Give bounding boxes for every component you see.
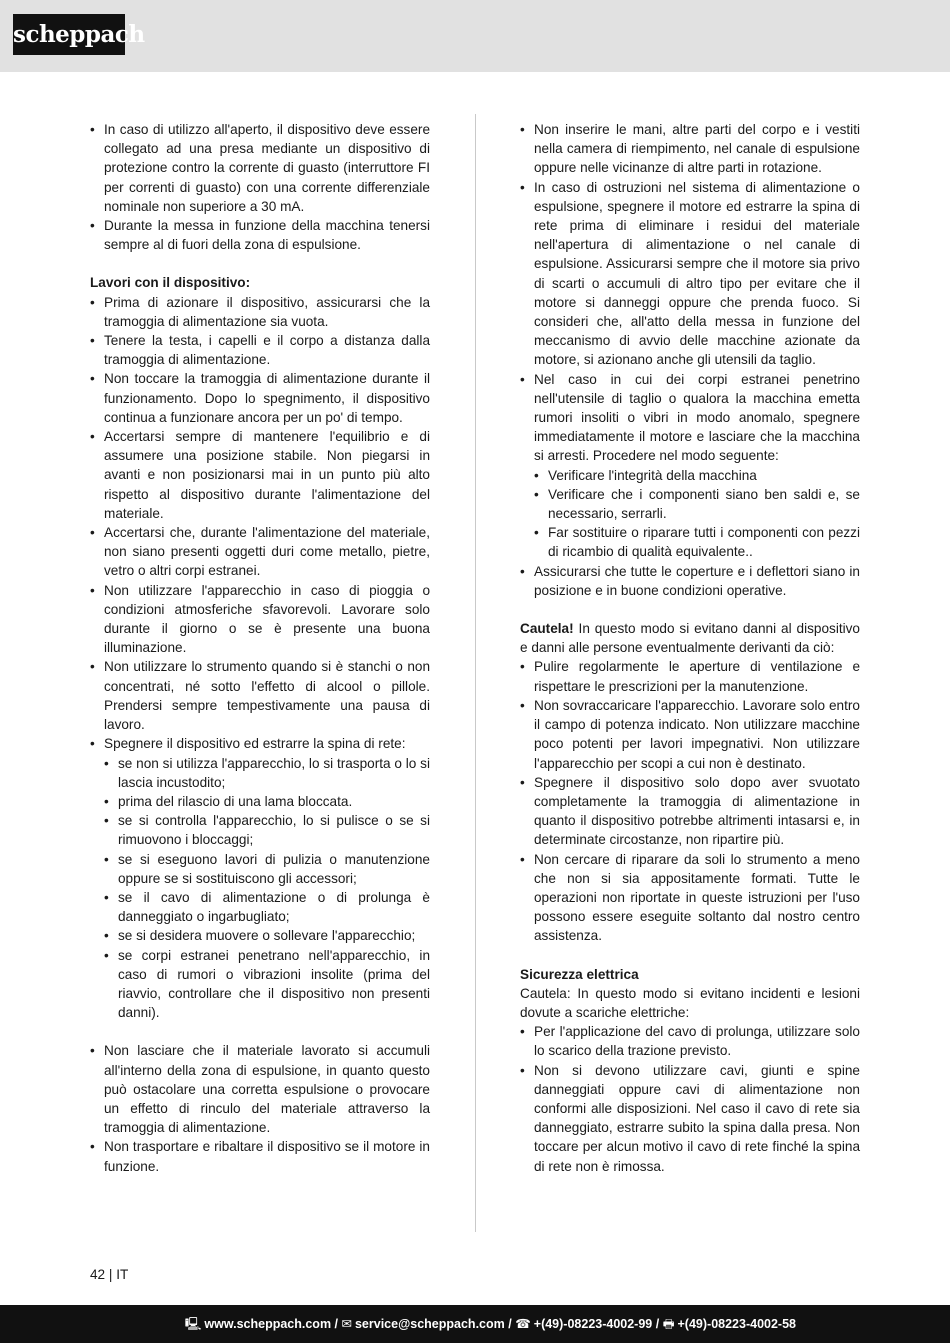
sub-list-item: • se si eseguono lavori di pulizia o manutenzione oppure se si sostituiscono gli accessori; [104,850,430,888]
section-heading-work: Lavori con il dispositivo: [90,275,251,291]
list-item: • Assicurarsi che tutte le coperture e i deflettori siano in posizione e in buone condizioni operative. [520,562,860,600]
email-icon: ✉ [341,1317,352,1331]
sub-list-item: • Verificare l'integrità della macchina [534,466,860,485]
list-item: • Non si devono utilizzare cavi, giunti e spine danneggiati oppure cavi di alimentazione non conformi alle disposizioni. Nel caso il cavo di rete sia danneggiato, estrarre subito la spina dalla presa. Non toccare per alcun motivo il cavo di rete finché la spina di rete non è rimossa. [520,1061,860,1176]
footer-contacts [185,1305,796,1343]
list-item-text: Nel caso in cui dei corpi estranei penetrino nell'utensile di taglio o qualora la macchina emetta rumori insoliti o vibri in modo anomalo, spegnere immediatamente il motore e lasciare che la macchina si arresti. Procedere nel modo seguente: [534,371,860,464]
list-item: • Non utilizzare lo strumento quando si è stanchi o non concentrati, né sotto l'effetto di alcool o pillole. Prendersi sempre tempestivamente una pausa di lavoro. [90,657,430,734]
caution-text: In questo modo si evitano danni al dispositivo e danni alle persone eventualmente derivanti da ciò: [520,621,860,656]
list-item: • Accertarsi sempre di mantenere l'equilibrio e di assumere una posizione stabile. Non piegarsi in avanti e non posizionarsi mai in un punto più alto rispetto al dispositivo durante l'alimentazione del materiale. [90,427,430,523]
list-item: • In caso di ostruzioni nel sistema di alimentazione o espulsione, spegnere il motore ed estrarre la spina di rete prima di eliminare i residui del materiale nell'apertura di alimentazione o nel canale di espulsione. Assicurarsi sempre che il motore sia privo di scarti o accumuli di altro tipo per evitare che il motore si danneggi oppure che prenda fuoco. Si consideri che, all'atto della messa in funzione del meccanismo di avvio delle macchine azionate da motore, si azionano anche gli utensili da taglio. [520,178,860,370]
fax-icon: 🖶 [662,1317,675,1331]
sub-list-item: • se non si utilizza l'apparecchio, lo si trasporta o lo si lascia incustodito; [104,754,430,792]
footer-fax: +(49)-08223-4002-58 [677,1317,796,1331]
sub-list-item: • se corpi estranei penetrano nell'apparecchio, in caso di rumori o vibrazioni insolite (prima del riavvio, controllare che il dispositivo non presenti danni). [104,946,430,1023]
electrical-intro: Cautela: In questo modo si evitano incidenti e lesioni dovute a scariche elettriche: [520,985,860,1020]
list-item: • Non cercare di riparare da soli lo strumento a meno che non si sia appositamente formati. Tutte le operazioni non riportate in queste istruzioni per l'uso possono essere eseguite soltanto dal nostro centro assistenza. [520,850,860,946]
list-item: • Non inserire le mani, altre parti del corpo e i vestiti nella camera di riempimento, nel canale di espulsione oppure nelle vicinanze di altre parti in rotazione. [520,120,860,178]
list-item: • Non lasciare che il materiale lavorato si accumuli all'interno della zona di espulsione, in quanto questo può ostacolare una corretta espulsione o provocare un effetto di rinculo del materiale attraverso la tramoggia di alimentazione. [90,1041,430,1137]
caution-paragraph [520,619,860,657]
sub-list-item: • se il cavo di alimentazione o di prolunga è danneggiato o ingarbugliato; [104,888,430,926]
page-footer [0,1305,950,1343]
caution-label: Cautela! [520,621,574,637]
list-item: • Spegnere il dispositivo solo dopo aver svuotato completamente la tramoggia di alimentazione in quanto il dispositivo potrebbe altrimenti intasarsi e, in determinate circostanze, non ripartire più. [520,773,860,850]
page-header [0,0,950,72]
left-column [90,120,430,1176]
bullet-list-ejection [90,1041,430,1175]
footer-email[interactable]: service@scheppach.com / [354,1317,512,1331]
list-item-foreign-bodies [520,370,860,562]
list-item: • Accertarsi che, durante l'alimentazione del materiale, non siano presenti oggetti duri come metallo, pietre, vetro o altri corpi estranei. [90,523,430,581]
list-item: • Pulire regolarmente le aperture di ventilazione e rispettare le prescrizioni per la manutenzione. [520,657,860,695]
list-item: • Tenere la testa, i capelli e il corpo a distanza dalla tramoggia di alimentazione. [90,331,430,369]
list-item: • Non toccare la tramoggia di alimentazione durante il funzionamento. Dopo lo spegnimento, il dispositivo continua a funzionare ancora per un po' di tempo. [90,369,430,427]
bullet-list-hands [520,120,860,600]
list-item-switch-off [90,734,430,1022]
list-item: • In caso di utilizzo all'aperto, il dispositivo deve essere collegato ad una presa mediante un dispositivo di protezione contro la corrente di guasto (interruttore FI per correnti di guasto) con una corrente differenziale nominale non superiore a 30 mA. [90,120,430,216]
list-item: • Non trasportare e ribaltare il dispositivo se il motore in funzione. [90,1137,430,1175]
sub-list-item: • Verificare che i componenti siano ben saldi e, se necessario, serrarli. [534,485,860,523]
sub-list-item: • prima del rilascio di una lama bloccata. [104,792,430,811]
list-item: • Prima di azionare il dispositivo, assicurarsi che la tramoggia di alimentazione sia vuota. [90,293,430,331]
phone-icon: ☎ [515,1317,531,1331]
footer-website[interactable]: www.scheppach.com / [204,1317,339,1331]
brand-logo: scheppach [13,14,125,55]
sub-list-item: • se si desidera muovere o sollevare l'apparecchio; [104,926,430,945]
list-item: • Non utilizzare l'apparecchio in caso di pioggia o condizioni atmosferiche sfavorevoli. Lavorare solo durante il giorno o se è presente una buona illuminazione. [90,581,430,658]
bullet-list-caution [520,657,860,945]
right-column [520,120,860,1176]
bullet-list-electrical [520,1022,860,1176]
list-item: • Per l'applicazione del cavo di prolunga, utilizzare solo lo scarico della trazione previsto. [520,1022,860,1060]
page-language: IT [116,1267,129,1282]
page-number [90,1265,128,1284]
column-divider [475,114,476,1232]
list-item-text: Spegnere il dispositivo ed estrarre la spina di rete: [104,736,406,752]
sub-list-item: • se si controlla l'apparecchio, lo si pulisce o se si rimuovono i bloccaggi; [104,811,430,849]
section-heading-electrical: Sicurezza elettrica [520,966,639,982]
list-item: • Non sovraccaricare l'apparecchio. Lavorare solo entro il campo di potenza indicato. Non utilizzare macchine poco potenti per lavori impegnativi. Non utilizzare l'apparecchio per scopi a cui non è destinato. [520,696,860,773]
page-number-value: 42 [90,1267,106,1282]
page-separator: | [108,1267,117,1282]
bullet-list-outdoor [90,120,430,254]
sub-list-procedure [534,466,860,562]
computer-icon: 🖳 [184,1317,202,1331]
list-item: • Durante la messa in funzione della macchina tenersi sempre al di fuori della zona di espulsione. [90,216,430,254]
bullet-list-work [90,293,430,1023]
footer-phone: +(49)-08223-4002-99 / [533,1317,660,1331]
sub-list-item: • Far sostituire o riparare tutti i componenti con pezzi di ricambio di qualità equivalente.. [534,523,860,561]
sub-list-switch-off [104,754,430,1023]
